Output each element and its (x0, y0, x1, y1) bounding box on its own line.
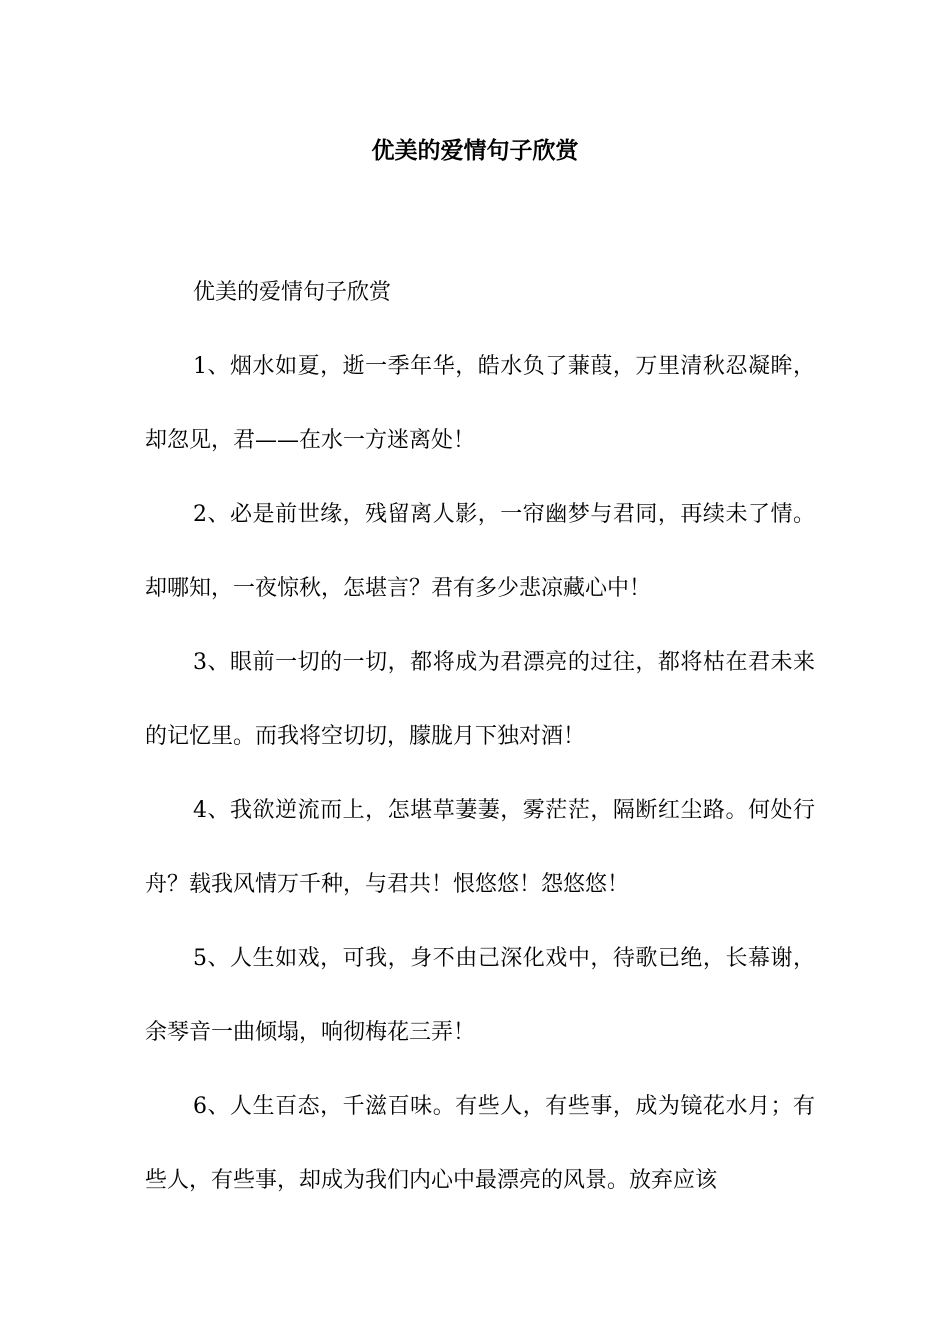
paragraph-4: 4、我欲逆流而上，怎堪草萋萋，雾茫茫，隔断红尘路。何处行舟？载我风情万千种，与君共！恨悠悠！怨悠悠！ (145, 798, 815, 897)
paragraph-3: 3、眼前一切的一切，都将成为君漂亮的过往，都将枯在君未来的记忆里。而我将空切切，朦胧月下独对酒！ (145, 650, 815, 749)
paragraph-1: 1、烟水如夏，逝一季年华，皓水负了蒹葭，万里清秋忍凝眸，却忽见，君——在水一方迷离处！ (145, 354, 815, 453)
paragraph-5: 5、人生如戏，可我，身不由己深化戏中，待歌已绝，长幕谢，余琴音一曲倾塌，响彻梅花三弄！ (145, 946, 815, 1045)
paragraph-2: 2、必是前世缘，残留离人影，一帘幽梦与君同，再续未了情。却哪知，一夜惊秋，怎堪言？君有多少悲凉藏心中！ (145, 502, 815, 601)
document-body (145, 256, 815, 1218)
document-title: 优美的爱情句子欣赏 (371, 137, 579, 164)
document-subtitle: 优美的爱情句子欣赏 (193, 280, 392, 305)
paragraph-6: 6、人生百态，千滋百味。有些人，有些事，成为镜花水月；有些人，有些事，却成为我们内心中最漂亮的风景。放弃应该 (145, 1094, 815, 1193)
